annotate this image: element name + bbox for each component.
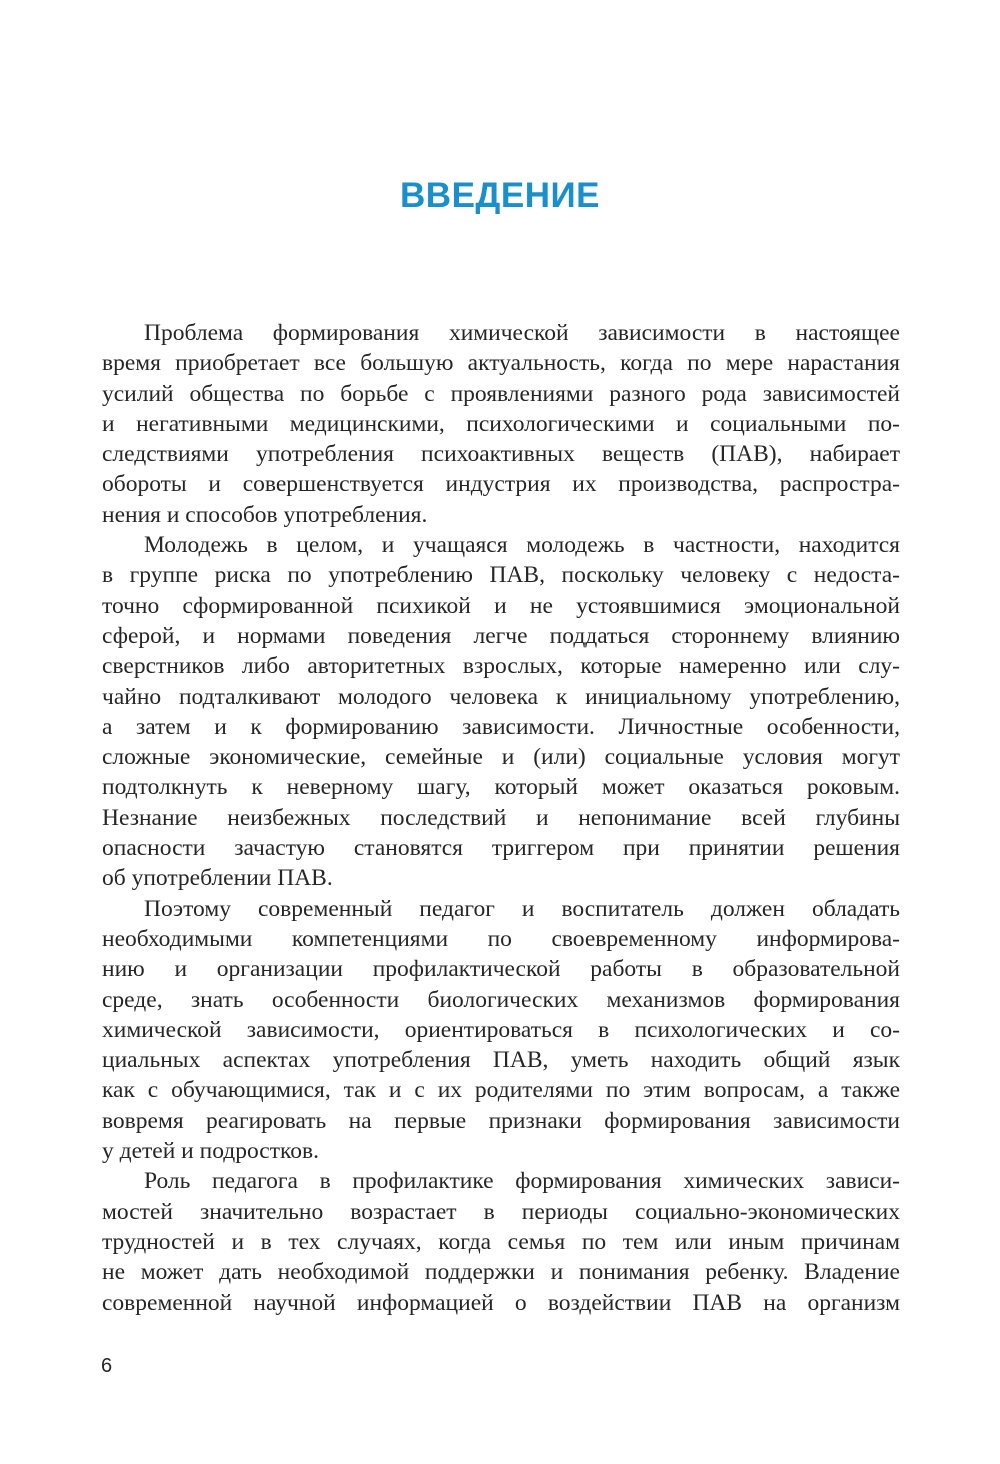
text-line: не может дать необходимой поддержки и понимания ребенку. Владение [102,1259,900,1286]
text-line: в группе риска по употреблению ПАВ, поскольку человеку с недоста- [102,562,900,589]
text-line: сверстников либо авторитетных взрослых, которые намеренно или слу- [102,653,900,680]
text-line: и негативными медицинскими, психологическими и социальными по- [102,410,900,437]
text-line: сложные экономические, семейные и (или) социальные условия могут [102,744,900,771]
text-line: трудностей и в тех случаях, когда семья по тем или иным причинам [102,1228,900,1255]
text-line: Проблема формирования химической зависимости в настоящее [144,320,900,346]
text-line: нию и организации профилактической работы в образовательной [102,956,900,983]
text-line: время приобретает все большую актуальность, когда по мере нарастания [102,350,900,377]
text-line: подтолкнуть к неверному шагу, который может оказаться роковым. [102,774,900,801]
text-line: следствиями употребления психоактивных веществ (ПАВ), набирает [102,441,900,468]
text-line: Поэтому современный педагог и воспитатель должен обладать [144,895,900,922]
text-line: усилий общества по борьбе с проявлениями разного рода зависимостей [102,380,900,407]
page-title: ВВЕДЕНИЕ [400,176,600,215]
text-line: современной научной информацией о воздействии ПАВ на организм [102,1289,900,1316]
text-line: вовремя реагировать на первые признаки формирования зависимости [102,1107,900,1134]
text-line: мостей значительно возрастает в периоды социально-экономических [102,1198,900,1225]
text-line: у детей и подростков. [102,1138,319,1165]
text-line: необходимыми компетенциями по своевременному информирова- [102,925,900,952]
text-line: сферой, и нормами поведения легче поддаться стороннему влиянию [102,622,900,649]
text-line: опасности зачастую становятся триггером при принятии решения [102,835,900,862]
text-line: нения и способов употребления. [102,501,428,528]
text-line: циальных аспектах употребления ПАВ, уметь находить общий язык [102,1047,900,1074]
text-line: Роль педагога в профилактике формирования химических зависи- [144,1168,900,1195]
text-line: чайно подталкивают молодого человека к инициальному употреблению, [102,683,900,710]
text-line: Молодежь в целом, и учащаяся молодежь в частности, находится [144,532,900,559]
body-text [102,318,900,1318]
text-line: обороты и совершенствуется индустрия их производства, распростра- [102,471,900,498]
text-line: как с обучающимися, так и с их родителями по этим вопросам, а также [102,1077,900,1104]
text-line: точно сформированной психикой и не устоявшимися эмоциональной [102,592,900,619]
text-line: среде, знать особенности биологических механизмов формирования [102,986,900,1013]
page-number: 6 [101,1355,113,1377]
text-line: химической зависимости, ориентироваться в психологических и со- [102,1016,900,1043]
text-line: об употреблении ПАВ. [102,865,333,892]
text-line: а затем и к формированию зависимости. Личностные особенности, [102,713,900,740]
text-line: Незнание неизбежных последствий и непонимание всей глубины [102,804,900,831]
